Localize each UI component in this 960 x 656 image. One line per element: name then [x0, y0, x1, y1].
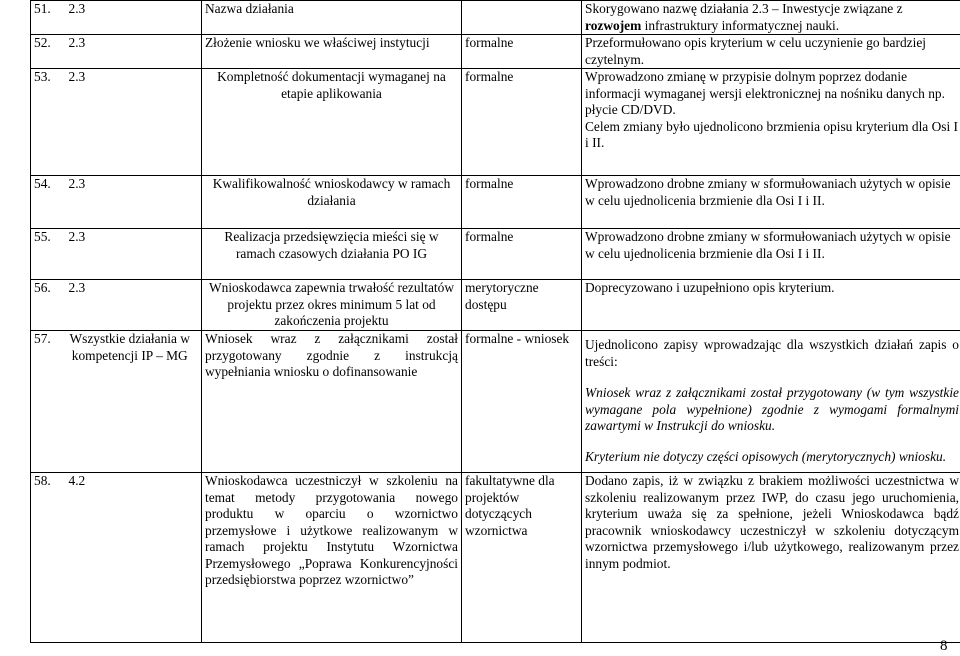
page-number: 8 [940, 638, 948, 654]
row-number: 51. [31, 1, 66, 35]
row-number: 55. [31, 229, 66, 280]
change-paragraph: Kryterium nie dotyczy części opisowych (merytorycznych) wniosku. [585, 448, 947, 464]
change-description: Dodano zapis, iż w związku z brakiem możliwości uczestnictwa w szkoleniu realizowanym przez IWP, do czasu jego uruchomienia, kryterium uważa się za spełnione, jeżeli Wnioskodawca bądź pracownik wnioskodawcy uczestniczył w szkoleniu dotyczącym wzornictwa przemysłowego i/lub użytkowego, realizowanym przez innym podmiot. [582, 473, 960, 643]
row-number: 54. [31, 176, 66, 229]
change-paragraph: Wniosek wraz z załącznikami został przygotowany (w tym wszystkie wymagane pola wypełnione) zgodnie z wymogami formalnymi zawartymi w Instrukcji do wniosku. [585, 385, 959, 433]
change-description: Wprowadzono drobne zmiany w sformułowaniach użytych w opisie w celu ujednolicenia brzmienie dla Osi I i II. [582, 176, 960, 229]
criterion-type: formalne [462, 229, 582, 280]
row-number: 57. [31, 331, 66, 473]
criterion-name: Wnioskodawca uczestniczył w szkoleniu na temat metody przygotowania nowego produktu w oparciu o wzornictwo przemysłowe i użytkowe realizowanym w ramach projektu Instytutu Wzornictwa Przemysłowego „Poprawa Konkurencyjności przedsiębiorstwa poprzez wzornictwo” [202, 473, 462, 643]
change-description: Przeformułowano opis kryterium w celu uczynienie go bardziej czytelnym. [582, 35, 960, 69]
table-row [31, 176, 960, 229]
change-paragraph: Celem zmiany było ujednolicono brzmienia opisu kryterium dla Osi I i II. [585, 118, 958, 150]
change-description: Skorygowano nazwę działania 2.3 – Inwestycje związane z rozwojem infrastruktury informatycznej nauki. [582, 1, 960, 35]
row-section: Wszystkie działania w kompetencji IP – MG [66, 331, 202, 473]
row-section: 2.3 [66, 176, 202, 229]
change-description: Doprecyzowano i uzupełniono opis kryterium. [582, 280, 960, 331]
row-section: 2.3 [66, 1, 202, 35]
row-section: 2.3 [66, 35, 202, 69]
change-paragraph: Ujednolicono zapisy wprowadzając dla wszystkich działań zapis o treści: [585, 337, 959, 369]
criterion-type: formalne [462, 35, 582, 69]
criterion-name: Kwalifikowalność wnioskodawcy w ramach działania [202, 176, 462, 229]
criterion-type: formalne - wniosek [462, 331, 582, 473]
criterion-type: formalne [462, 69, 582, 176]
criterion-type [462, 1, 582, 35]
change-paragraph: Wprowadzono zmianę w przypisie dolnym poprzez dodanie informacji wymaganej wersji elektronicznej na nośniku danych np. płycie CD/DVD. [585, 69, 945, 117]
row-number: 53. [31, 69, 66, 176]
change-description [582, 69, 960, 176]
row-number: 52. [31, 35, 66, 69]
change-description [582, 331, 960, 473]
row-number: 58. [31, 473, 66, 643]
criterion-name: Kompletność dokumentacji wymaganej na etapie aplikowania [202, 69, 462, 176]
criterion-name: Nazwa działania [202, 1, 462, 35]
criterion-name: Wnioskodawca zapewnia trwałość rezultatów projektu przez okres minimum 5 lat od zakończenia projektu [202, 280, 462, 331]
row-number: 56. [31, 280, 66, 331]
criterion-type: merytoryczne dostępu [462, 280, 582, 331]
table-row [31, 229, 960, 280]
criterion-type: formalne [462, 176, 582, 229]
table-row [31, 280, 960, 331]
row-section: 2.3 [66, 280, 202, 331]
table-row [31, 1, 960, 35]
change-description: Wprowadzono drobne zmiany w sformułowaniach użytych w opisie w celu ujednolicenia brzmienie dla Osi I i II. [582, 229, 960, 280]
table-row [31, 473, 960, 643]
criterion-name: Realizacja przedsięwzięcia mieści się w ramach czasowych działania PO IG [202, 229, 462, 280]
criterion-name: Złożenie wniosku we właściwej instytucji [202, 35, 462, 69]
table-row [31, 35, 960, 69]
row-section: 2.3 [66, 69, 202, 176]
row-section: 4.2 [66, 473, 202, 643]
criterion-type: fakultatywne dla projektów dotyczących wzornictwa [462, 473, 582, 643]
table-row [31, 331, 960, 473]
table-row [31, 69, 960, 176]
criteria-table [30, 0, 960, 643]
row-section: 2.3 [66, 229, 202, 280]
criterion-name: Wniosek wraz z załącznikami został przygotowany zgodnie z instrukcją wypełniania wniosku o dofinansowanie [202, 331, 462, 473]
